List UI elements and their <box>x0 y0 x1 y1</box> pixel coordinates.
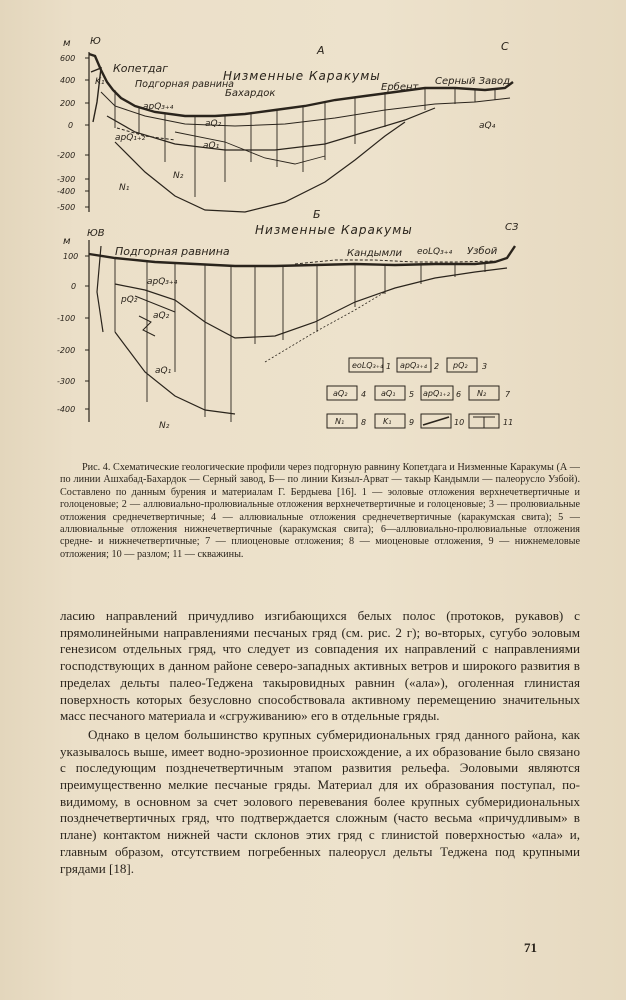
svg-text:N₁: N₁ <box>335 417 345 426</box>
svg-text:9: 9 <box>409 418 415 427</box>
profile-b-unit-label: aQ₁ <box>155 366 172 376</box>
profile-a-boundary <box>175 132 325 164</box>
profile-b-unit-label: N₂ <box>159 421 170 431</box>
svg-text:aQ₂: aQ₂ <box>333 389 348 398</box>
svg-text:6: 6 <box>456 390 462 399</box>
profile-a-tick: -400 <box>57 187 76 196</box>
legend-item-10 <box>421 414 464 428</box>
figure-caption: Рис. 4. Схематические геологические профили через подгорную равнину Копетдага и Низменные Каракумы (А — по линии Ашхабад-Бахардок — Серный завод, Б— по линии Кизыл-Арват — такыр Кандымли — палеорусло Узбой). Составлено по данным бурения и материалам Г. Бердыева [16]. 1 — эоловые отложения верхнечетвертичные и голоценовые; 2 — аллювиально-пролювиальные отложения верхнечетвертичные и голоценовые; 3 — пролювиальные отложения среднечетвертичные; 4 — аллювиальные отложения среднечетвертичные (каракумская свита); 5 — аллювиальные отложения нижнечетвертичные (каракумская свита); 6—аллювиально-пролювиальные отложения средне- и нижнечетвертичные; 7 — плиоценовые отложения; 8 — миоценовые отложения, 9 — нижнемеловые отложения; 10 — разлом; 11 — скважины. <box>60 462 580 560</box>
legend-item-8 <box>327 414 366 428</box>
profile-a-start-label: Ю <box>90 36 101 47</box>
profile-b-tick: -300 <box>57 377 76 386</box>
svg-text:eoLQ₃₊₄: eoLQ₃₊₄ <box>352 361 384 370</box>
profile-a-end-label: С <box>501 40 509 53</box>
profile-a-unit: м <box>63 38 71 49</box>
svg-text:7: 7 <box>505 390 511 399</box>
profile-a-unit-label: apQ₁₊₂ <box>115 133 146 143</box>
profile-a-tick: 400 <box>60 76 76 85</box>
profile-a-place-label: Подгорная равнина <box>135 79 234 90</box>
legend-item-4 <box>327 386 366 400</box>
legend-item-5 <box>375 386 414 400</box>
profile-b-section-label: Б <box>313 208 321 221</box>
body-text <box>60 608 580 877</box>
paragraph: ласию направлений причудливо изгибающихся белых полос (протоков, рукавов) с прямолинейными направлениями песчаных гряд (см. рис. 2 г); во-вторых, сугубо эоловым генезисом отдельных гряд, что следует из совпадения их направлений с направлениями господствующих в данном районе северо-западных активных ветров и широкого развития в пределах дельты палео-Теджена такыровидных равнин («ала»), оголенная глинистая поверхность которых безусловно способствовала активному перемещению значительных масс песчаного материала и «сгруживанию» его в отдельные гряды. <box>60 608 580 724</box>
profile-b-unit-label: aQ₂ <box>153 311 170 321</box>
profile-b-place-label: Кандымли <box>347 248 403 259</box>
legend-item-3 <box>447 358 487 372</box>
profile-a-section-label: А <box>317 44 325 57</box>
profile-a-tick: -500 <box>57 203 76 212</box>
profile-b-tick: 100 <box>63 252 79 261</box>
profile-a-boundary <box>115 122 405 212</box>
profile-a-tick: 200 <box>60 99 76 108</box>
legend-item-7 <box>469 386 511 400</box>
legend-item-9 <box>375 414 414 428</box>
legend-item-2 <box>397 358 439 372</box>
profile-a-unit-label: N₂ <box>173 171 184 181</box>
svg-text:4: 4 <box>361 390 367 399</box>
svg-text:pQ₂: pQ₂ <box>453 361 468 370</box>
svg-text:10: 10 <box>454 418 465 427</box>
svg-text:N₂: N₂ <box>477 389 487 398</box>
figure-svg <box>55 32 585 452</box>
profile-a-unit-label: aQ₂ <box>205 119 222 129</box>
profile-a-place-label: Бахардок <box>225 88 276 99</box>
svg-text:aQ₁: aQ₁ <box>381 389 396 398</box>
svg-text:apQ₁₊₂: apQ₁₊₂ <box>423 389 450 398</box>
svg-text:K₁: K₁ <box>383 417 392 426</box>
profile-b-tick: -200 <box>57 346 76 355</box>
profile-a-unit-label: aQ₄ <box>479 121 496 131</box>
profile-b-unit-label: pQ₂ <box>121 295 138 305</box>
profile-b-place-label: eoLQ₃₊₄ <box>417 247 453 257</box>
profile-b-place-label: Подгорная равнина <box>115 245 230 258</box>
svg-text:5: 5 <box>409 390 415 399</box>
svg-text:apQ₃₊₄: apQ₃₊₄ <box>400 361 427 370</box>
geological-profiles-figure <box>55 32 585 452</box>
paragraph: Однако в целом большинство крупных субмеридиональных гряд данного района, как указывалось выше, имеет водно-эрозионное происхождение, а их образование было связано с последующим позднечетвертичным этапом развития рельефа. Эоловыми являются преимущественно мелкие песчаные гряды. Материал для их образования поступал, по-видимому, в основном за счет эолового перевевания более крупных субмеридиональных позднечетвертичных гряд, что подтверждается сложным (часто весьма «причудливым» в плане) контактом нижней части склонов этих гряд с глинистой поверхностью «ала» и, главным образом, отсутствием погребенных палеорусл дельты Теджена под крупными грядами [18]. <box>60 726 580 876</box>
profile-a-tick: 600 <box>60 54 76 63</box>
profile-b-tick: -400 <box>57 405 76 414</box>
profile-a-place-label: Копетдаг <box>113 62 169 75</box>
page-number: 71 <box>524 940 537 955</box>
legend-item-1 <box>349 358 391 372</box>
profile-b-start-label: ЮВ <box>87 228 105 239</box>
profile-a-place-label: Низменные Каракумы <box>223 69 381 83</box>
profile-b-unit: м <box>63 236 71 247</box>
profile-b-unit-label: apQ₃₊₄ <box>147 277 178 287</box>
svg-text:8: 8 <box>361 418 367 427</box>
svg-text:11: 11 <box>503 418 514 427</box>
profile-b-place-label: Узбой <box>467 246 498 257</box>
profile-a-unit-label: aQ₁ <box>203 141 220 151</box>
profile-a-unit-label: apQ₃₊₄ <box>143 102 174 112</box>
legend-item-6 <box>421 386 461 400</box>
profile-a-place-label: Ербент <box>381 82 419 93</box>
profile-a-tick: -200 <box>57 151 76 160</box>
profile-a-place-label: Серный Завод <box>435 76 511 87</box>
profile-b-fault <box>97 246 103 332</box>
profile-a-boundary <box>107 108 435 150</box>
legend-item-11 <box>469 414 513 428</box>
profile-a-tick: 0 <box>68 121 74 130</box>
svg-text:3: 3 <box>482 362 488 371</box>
profile-a-tick: -300 <box>57 175 76 184</box>
profile-a-unit-label: N₁ <box>119 183 130 193</box>
profile-b-place-label: Низменные Каракумы <box>255 223 413 237</box>
profile-a <box>57 36 513 212</box>
profile-a-unit-label: K₁ <box>95 77 105 87</box>
profile-b-end-label: СЗ <box>505 222 519 233</box>
profile-b-tick: 0 <box>71 282 77 291</box>
svg-text:1: 1 <box>386 362 392 371</box>
svg-text:2: 2 <box>434 362 440 371</box>
profile-b-tick: -100 <box>57 314 76 323</box>
legend <box>327 358 513 428</box>
